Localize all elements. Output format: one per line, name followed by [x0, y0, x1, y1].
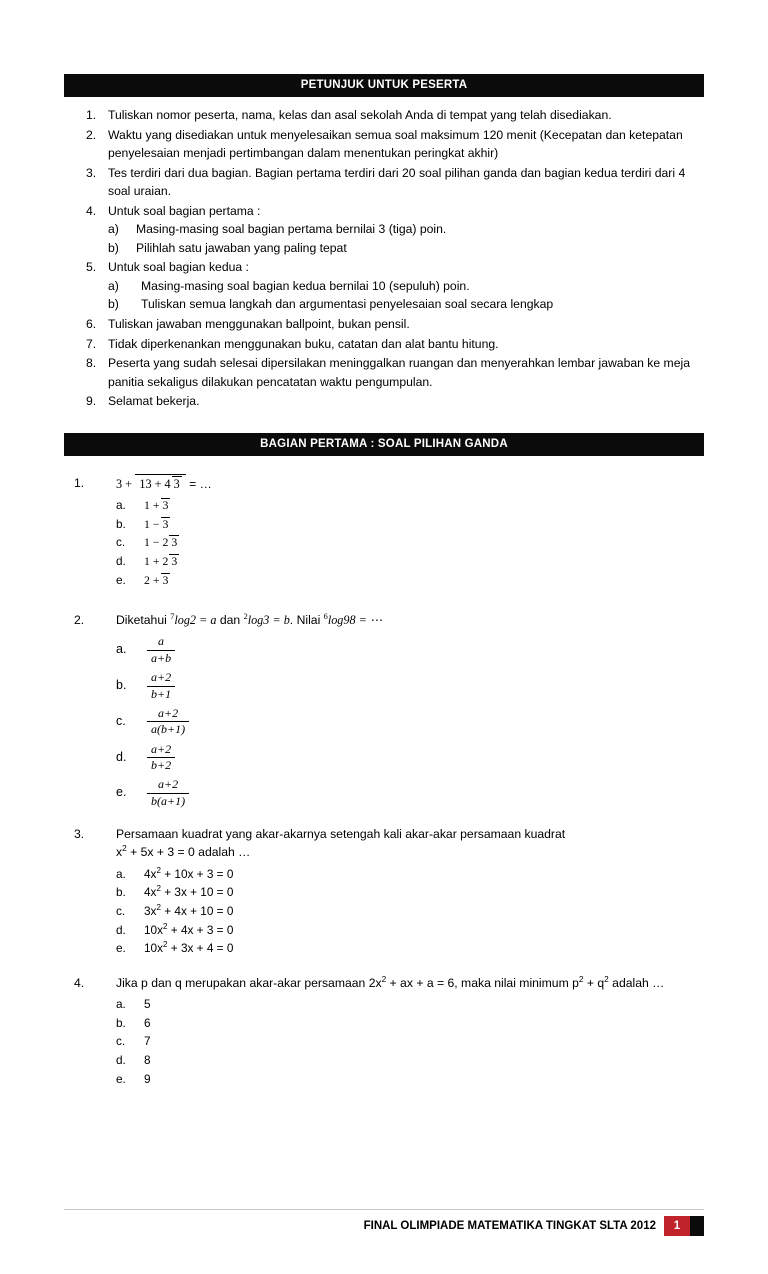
- instruction-number: 6.: [86, 317, 97, 332]
- question-3-stem-line1: Persamaan kuadrat yang akar-akarnya setengah kali akar-akar persamaan kuadrat: [116, 827, 566, 842]
- stem-part-c: + q: [583, 975, 605, 990]
- question-3-options: [116, 865, 704, 958]
- log-expr-2: log3 = b: [247, 613, 290, 628]
- option-exponent: 2: [156, 884, 161, 894]
- stem-lead: Diketahui: [116, 613, 167, 628]
- log-expr-1: log2 = a: [174, 613, 217, 628]
- fraction-numerator: a+2: [151, 741, 172, 756]
- option-label: e.: [116, 572, 126, 587]
- stem-mid: . Nilai: [289, 613, 321, 628]
- stem-part-b: + ax + a = 6, maka nilai minimum p: [386, 975, 579, 990]
- log-base-2: 2: [243, 612, 248, 622]
- option-label: b.: [116, 516, 126, 531]
- instruction-text: Peserta yang sudah selesai dipersilakan meninggalkan ruangan dan menyerahkan lembar jawaban ke meja panitia sekaligus dilakukan pencatatan waktu pengumpulan.: [108, 356, 690, 389]
- stem-exponent-3: 2: [604, 973, 609, 984]
- question-4-stem: [116, 974, 704, 992]
- option-radical: 3: [171, 553, 178, 568]
- option-exponent: 2: [163, 940, 168, 950]
- option-label: e.: [116, 941, 126, 956]
- option-item[interactable]: [116, 995, 704, 1014]
- subitem-text: Masing-masing soal bagian kedua bernilai 10 (sepuluh) poin.: [141, 278, 470, 293]
- option-item[interactable]: [116, 777, 704, 809]
- fraction-numerator: a+2: [157, 777, 179, 792]
- question-3-stem-line2: [116, 843, 704, 861]
- option-label: d.: [116, 1052, 126, 1067]
- option-item[interactable]: [116, 1014, 704, 1033]
- log-expr-3: log98 = ⋯: [327, 613, 383, 628]
- option-radical: 3: [162, 498, 169, 513]
- option-radical: 3: [171, 535, 178, 550]
- instruction-item: [64, 202, 704, 258]
- instruction-number: 4.: [86, 203, 97, 218]
- outer-radical: [135, 474, 185, 492]
- instruction-subitem: [108, 277, 704, 296]
- instruction-item: [64, 106, 704, 125]
- option-post: + 4x + 3 = 0: [167, 922, 234, 937]
- instructions-list: [64, 106, 704, 411]
- footer-tail-block: [690, 1216, 704, 1236]
- page-footer: [64, 1209, 704, 1236]
- instruction-item: [64, 164, 704, 201]
- option-item[interactable]: [116, 533, 704, 552]
- page-number: 1: [664, 1216, 690, 1236]
- instruction-number: 3.: [86, 165, 97, 180]
- question-4-options: [116, 995, 704, 1088]
- stem-exponent: 2: [122, 843, 127, 854]
- question-2: [64, 611, 704, 809]
- instruction-item: [64, 392, 704, 411]
- option-item[interactable]: [116, 939, 704, 958]
- option-lead: 2 +: [144, 572, 160, 587]
- question-number: 2.: [74, 613, 85, 628]
- option-lead: 1 −: [144, 516, 160, 531]
- fraction: [147, 634, 175, 666]
- option-text: 9: [144, 1071, 151, 1086]
- stem-pre: x: [116, 845, 123, 860]
- instruction-text: Waktu yang disediakan untuk menyelesaikan semua soal maksimum 120 menit (Kecepatan dan ketepatan penyelesaian menjadi pertimbangan dalam menentukan peringkat akhir): [108, 127, 683, 161]
- option-label: d.: [116, 922, 126, 937]
- inner-expression: 13 + 4: [139, 476, 171, 491]
- instruction-number: 8.: [86, 356, 97, 371]
- instruction-number: 5.: [86, 260, 97, 275]
- option-text: 8: [144, 1052, 151, 1067]
- bagian-pertama-header-band: BAGIAN PERTAMA : SOAL PILIHAN GANDA: [64, 433, 704, 456]
- question-2-stem: [116, 611, 704, 629]
- option-pre: 10x: [144, 922, 164, 937]
- subitem-text: Pilihlah satu jawaban yang paling tepat: [136, 240, 347, 255]
- subitem-text: Tuliskan semua langkah dan argumentasi penyelesaian soal secara lengkap: [141, 297, 554, 312]
- fraction: [147, 777, 189, 809]
- option-item[interactable]: [116, 865, 704, 884]
- option-item[interactable]: [116, 552, 704, 571]
- question-number: 1.: [74, 475, 85, 490]
- option-exponent: 2: [156, 865, 161, 875]
- instruction-text: Tes terdiri dari dua bagian. Bagian pertama terdiri dari 20 soal pilihan ganda dan bagian kedua terdiri dari 4 soal uraian.: [108, 165, 686, 199]
- subitem-label: a): [108, 222, 119, 237]
- option-label: a.: [116, 997, 126, 1012]
- fraction: [147, 670, 175, 702]
- option-post: + 4x + 10 = 0: [160, 903, 234, 918]
- footer-text: FINAL OLIMPIADE MATEMATIKA TINGKAT SLTA 2012: [363, 1220, 656, 1232]
- option-item[interactable]: [116, 670, 704, 702]
- option-item[interactable]: [116, 921, 704, 940]
- instruction-subitem: [108, 220, 704, 239]
- fraction: [147, 742, 175, 774]
- option-label: c.: [116, 903, 126, 918]
- instruction-number: 7.: [86, 336, 97, 351]
- option-pre: 4x: [144, 866, 157, 881]
- fraction-denominator: a+b: [147, 650, 175, 666]
- instruction-sublist: [108, 220, 704, 257]
- instruction-item: [64, 258, 704, 314]
- option-label: a.: [116, 866, 126, 881]
- option-label: e.: [116, 1071, 126, 1086]
- option-label: b.: [116, 885, 126, 900]
- question-1-stem: [116, 474, 704, 493]
- option-text: 6: [144, 1015, 151, 1030]
- stem-part-d: adalah …: [608, 975, 665, 990]
- fraction-denominator: a(b+1): [147, 721, 189, 737]
- instruction-text: Untuk soal bagian kedua :: [108, 260, 249, 275]
- option-pre: 3x: [144, 903, 157, 918]
- option-radical: 3: [162, 516, 169, 531]
- option-label: e.: [116, 785, 127, 800]
- option-label: b.: [116, 678, 127, 693]
- question-2-options: [116, 634, 704, 809]
- instruction-item: [64, 354, 704, 391]
- option-item[interactable]: [116, 496, 704, 515]
- fraction: [147, 706, 189, 738]
- instruction-subitem: [108, 295, 704, 314]
- question-1: [64, 474, 704, 589]
- option-lead: 1 − 2: [144, 535, 169, 550]
- question-4: [64, 974, 704, 1088]
- instruction-subitem: [108, 239, 704, 258]
- instruction-item: [64, 335, 704, 354]
- instruction-text: Untuk soal bagian pertama :: [108, 203, 261, 218]
- stem-prefix: 3 +: [116, 476, 133, 491]
- instruction-text: Selamat bekerja.: [108, 394, 200, 409]
- fraction-denominator: b(a+1): [147, 793, 189, 809]
- option-label: c.: [116, 1034, 126, 1049]
- option-item[interactable]: [116, 634, 704, 666]
- option-item[interactable]: [116, 902, 704, 921]
- option-label: d.: [116, 553, 126, 568]
- subitem-label: a): [108, 278, 119, 293]
- fraction-numerator: a: [158, 634, 165, 649]
- document-page: [0, 74, 768, 1274]
- stem-exponent-1: 2: [381, 973, 387, 984]
- question-number: 4.: [74, 975, 85, 990]
- option-pre: 10x: [144, 941, 164, 956]
- option-post: + 10x + 3 = 0: [160, 866, 234, 881]
- option-label: c.: [116, 535, 126, 550]
- stem-post: + 5x + 3 = 0 adalah …: [126, 845, 251, 860]
- instruction-number: 1.: [86, 108, 97, 122]
- fraction-denominator: b+2: [147, 757, 175, 773]
- option-item[interactable]: [116, 1070, 704, 1089]
- subitem-text: Masing-masing soal bagian pertama bernilai 3 (tiga) poin.: [136, 222, 447, 237]
- option-radical: 3: [162, 572, 169, 587]
- stem-suffix: = …: [189, 476, 212, 491]
- question-1-options: [116, 496, 704, 589]
- option-label: c.: [116, 713, 126, 728]
- log-base-1: 7: [170, 612, 175, 622]
- stem-conjunction: dan: [219, 613, 241, 628]
- option-lead: 1 +: [144, 498, 160, 513]
- fraction-numerator: a+2: [151, 670, 172, 685]
- option-label: a.: [116, 642, 127, 657]
- instruction-sublist: [108, 277, 704, 314]
- option-pre: 4x: [144, 885, 157, 900]
- option-post: + 3x + 10 = 0: [160, 885, 234, 900]
- option-label: d.: [116, 749, 127, 764]
- option-label: b.: [116, 1015, 126, 1030]
- subitem-label: b): [108, 240, 119, 255]
- option-exponent: 2: [163, 921, 168, 931]
- option-item[interactable]: [116, 742, 704, 774]
- option-item[interactable]: [116, 883, 704, 902]
- option-item[interactable]: [116, 571, 704, 590]
- option-post: + 3x + 4 = 0: [167, 941, 234, 956]
- stem-part-a: Jika p dan q merupakan akar-akar persamaan 2x: [116, 975, 382, 990]
- option-lead: 1 + 2: [144, 553, 169, 568]
- question-number: 3.: [74, 827, 85, 842]
- subitem-label: b): [108, 297, 119, 312]
- option-item[interactable]: [116, 1051, 704, 1070]
- question-3: [64, 825, 704, 958]
- petunjuk-header-band: PETUNJUK UNTUK PESERTA: [64, 74, 704, 97]
- fraction-numerator: a+2: [157, 705, 179, 720]
- stem-exponent-2: 2: [578, 973, 584, 984]
- option-exponent: 2: [156, 902, 161, 912]
- instruction-number: 9.: [86, 394, 97, 409]
- fraction-denominator: b+1: [147, 686, 175, 702]
- log-base-3: 6: [323, 612, 328, 622]
- instruction-number: 2.: [86, 127, 97, 142]
- option-item[interactable]: [116, 515, 704, 534]
- instruction-text: Tidak diperkenankan menggunakan buku, catatan dan alat bantu hitung.: [108, 336, 499, 351]
- instruction-item: [64, 126, 704, 163]
- instruction-item: [64, 315, 704, 334]
- inner-radical: 3: [173, 476, 180, 491]
- option-item[interactable]: [116, 706, 704, 738]
- option-text: 7: [144, 1034, 151, 1049]
- option-label: a.: [116, 498, 126, 513]
- option-item[interactable]: [116, 1032, 704, 1051]
- instruction-text: Tuliskan nomor peserta, nama, kelas dan asal sekolah Anda di tempat yang telah disediakan.: [108, 108, 612, 122]
- instruction-text: Tuliskan jawaban menggunakan ballpoint, bukan pensil.: [108, 317, 410, 332]
- option-text: 5: [144, 997, 151, 1012]
